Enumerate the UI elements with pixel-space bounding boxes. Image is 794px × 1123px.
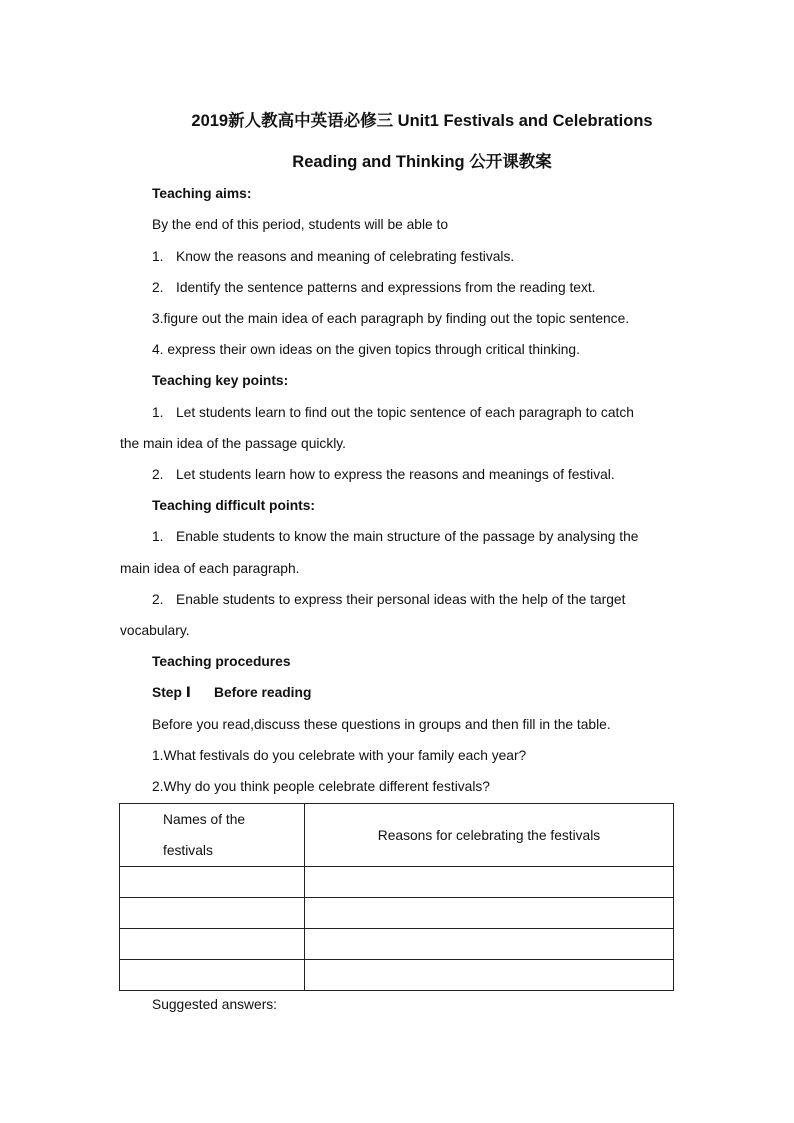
table-header-row (120, 804, 674, 867)
difficult-points-heading: Teaching difficult points: (152, 498, 315, 513)
aims-item-2-text: Identify the sentence patterns and expressions from the reading text. (176, 280, 596, 295)
aims-item-1-num: 1. (152, 249, 164, 264)
step-label: Step Ⅰ (152, 685, 191, 700)
festival-reasons-table (119, 803, 674, 991)
difficult-point-1-line1 (152, 529, 638, 544)
procedures-heading: Teaching procedures (152, 654, 291, 669)
step-title: Before reading (214, 685, 312, 700)
aims-item-1 (152, 249, 514, 264)
table-cell[interactable] (305, 898, 674, 929)
header-festival-names-line1: Names of the (163, 812, 246, 827)
key-points-heading: Teaching key points: (152, 373, 289, 388)
key-point-1-num: 1. (152, 405, 164, 420)
key-point-2-text: Let students learn how to express the reasons and meanings of festival. (176, 467, 615, 482)
header-festival-names-line2: festivals (163, 843, 213, 858)
step-instruction: Before you read,discuss these questions in groups and then fill in the table. (152, 717, 611, 732)
difficult-point-1-line2: main idea of each paragraph. (120, 561, 300, 576)
question-2: 2.Why do you think people celebrate different festivals? (152, 779, 490, 794)
aims-heading: Teaching aims: (152, 186, 252, 201)
table-cell[interactable] (305, 929, 674, 960)
table-cell[interactable] (120, 867, 305, 898)
aims-intro: By the end of this period, students will be able to (152, 217, 449, 232)
key-point-2 (152, 467, 615, 482)
table-cell[interactable] (305, 960, 674, 991)
aims-item-3: 3.figure out the main idea of each paragraph by finding out the topic sentence. (152, 311, 630, 326)
document-subtitle: Reading and Thinking 公开课教案 (292, 153, 552, 171)
aims-item-4: 4. express their own ideas on the given topics through critical thinking. (152, 342, 580, 357)
step-heading (152, 685, 311, 701)
key-point-1-text: Let students learn to find out the topic sentence of each paragraph to catch (176, 405, 634, 420)
table-cell[interactable] (120, 960, 305, 991)
table-cell[interactable] (120, 898, 305, 929)
key-point-1-line2: the main idea of the passage quickly. (120, 436, 346, 451)
header-reasons: Reasons for celebrating the festivals (305, 804, 674, 867)
document-title: 2019新人教高中英语必修三 Unit1 Festivals and Celebrations (191, 112, 653, 130)
difficult-point-1-num: 1. (152, 529, 164, 544)
table-cell[interactable] (305, 867, 674, 898)
suggested-answers-label: Suggested answers: (152, 997, 278, 1012)
difficult-point-2-line1 (152, 592, 625, 607)
header-festival-names (120, 804, 305, 867)
table-row (120, 898, 674, 929)
difficult-point-2-text: Enable students to express their personal ideas with the help of the target (176, 592, 626, 607)
table-row (120, 867, 674, 898)
table-row (120, 929, 674, 960)
question-1: 1.What festivals do you celebrate with your family each year? (152, 748, 527, 763)
table-row (120, 960, 674, 991)
aims-item-2 (152, 280, 596, 295)
aims-item-2-num: 2. (152, 280, 164, 295)
aims-item-1-text: Know the reasons and meaning of celebrating festivals. (176, 249, 515, 264)
key-point-2-num: 2. (152, 467, 164, 482)
difficult-point-2-num: 2. (152, 592, 164, 607)
difficult-point-2-line2: vocabulary. (120, 623, 190, 638)
table-cell[interactable] (120, 929, 305, 960)
key-point-1-line1 (152, 405, 634, 420)
difficult-point-1-text: Enable students to know the main structure of the passage by analysing the (176, 529, 639, 544)
